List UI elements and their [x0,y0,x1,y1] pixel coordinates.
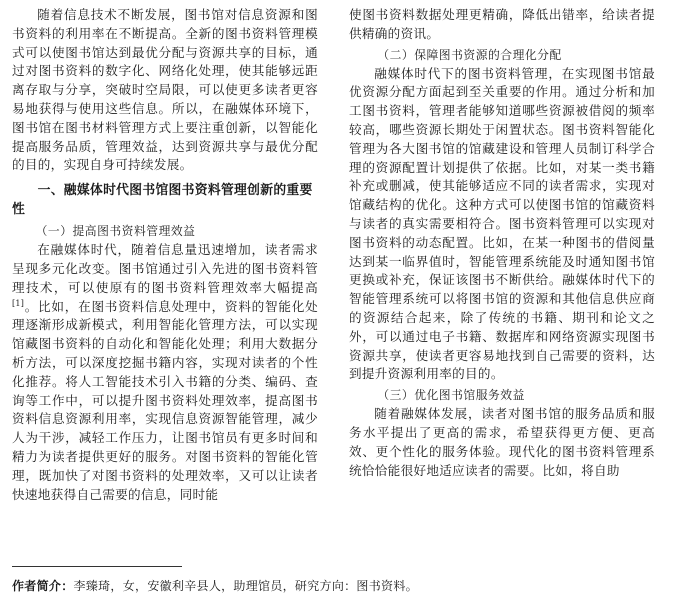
footnote-label: 作者简介： [12,579,74,593]
subheading-improve-efficiency: （一）提高图书资料管理效益 [35,224,196,239]
subheading-service-efficiency: （三）优化图书馆服务效益 [377,388,525,403]
left-column [12,6,318,504]
paragraph-service-efficiency: 随着融媒体发展，读者对图书馆的服务品质和服务水平提出了更高的需求，希望获得更方便、更高效、更个性化的服务体验。现代化的图书资料管理系统恰恰能很好地适应读者的需要。比如，将自助 [349,406,655,478]
footnote-divider [12,566,182,567]
paragraph-resource-allocation: 融媒体时代下的图书资料管理，在实现图书馆最优资源分配方面起到至关重要的作用。通过分析和加工图书资料，管理者能够知道哪些资源被借阅的频率较高，哪些资源长期处于闲置状态。图书资料智能化管理为各大图书馆的馆藏建设和管理人员制订科学合理的资源配置计划提供了依据。比如，对某一类书籍补充或删减，使其能够适应不同的读者需求，实现对馆藏结构的优化。这种方式可以使图书馆的馆藏资料与读者的真实需要相符合。图书资料管理可以实现对图书资料的动态配置。比如，在某一种图书的借阅量达到某一临界值时，智能管理系统能及时通知图书馆更换或补充，保证该图书不断供给。融媒体时代下的智能管理系统可以将图书馆的资源和其他信息供应商的资源结合起来，除了传统的书籍、期刊和论文之外，可以通过电子书籍、数据库和网络资源实现图书资源共享，使读者更容易地找到自己需要的资料，达到提升资源利用率的目的。 [349,65,655,382]
footnote-text: 李臻琦，女，安徽利辛县人，助理馆员，研究方向：图书资料。 [73,579,418,593]
intro-paragraph: 随着信息技术不断发展，图书馆对信息资源和图书资料的利用率在不断提高。全新的图书资料管理模式可以使图书馆达到最优分配与资源共享的目标，通过对图书资料的数字化、网络化处理，使其能够远距离存取与分享，突破时空局限，可以使更多读者更容易地获得与使用这些信息。所以，在融媒体环境下，图书馆在图书材料管理方式上要注重创新，以智能化提高服务品质，管理效益，达到资源共享与最优分配的目的，实现自身可持续发展。 [12,7,318,173]
paragraph-efficiency [12,241,318,504]
right-column [349,6,655,480]
section-heading: 一、融媒体时代图书馆图书资料管理创新的重要性 [12,183,313,218]
paragraph-efficiency-part2: 。比如，在图书资料信息处理中，资料的智能化处理逐渐形成新模式，利用智能化管理方法，可以实现馆藏图书资料的自动化和智能化处理；利用大数据分析方法，可以深度挖掘书籍内容，实现对读者的个性化推荐。将人工智能技术引入书籍的分类、编码、查询等工作中，可以提升图书资料处理效率，提高图书资料信息资源利用率，实现信息资源智能管理，减少人为干涉，减轻工作压力，让图书馆员有更多时间和精力为读者提供更好的服务。对图书资料的智能化管理，既加快了对图书资料的处理效率，又可以让读者快速地获得自己需要的信息，同时能 [12,298,318,502]
author-footnote [12,577,662,595]
subheading-resource-allocation: （二）保障图书资源的合理化分配 [377,47,562,62]
paragraph-efficiency-part1: 在融媒体时代，随着信息量迅速增加，读者需求呈现多元化改变。图书馆通过引入先进的图书资料管理技术，可以使原有的图书资料管理效率大幅提高 [12,242,318,295]
continuation-paragraph: 使图书资料数据处理更精确，降低出错率，给读者提供精确的资讯。 [349,7,655,41]
citation-marker[interactable]: [1] [12,298,25,308]
